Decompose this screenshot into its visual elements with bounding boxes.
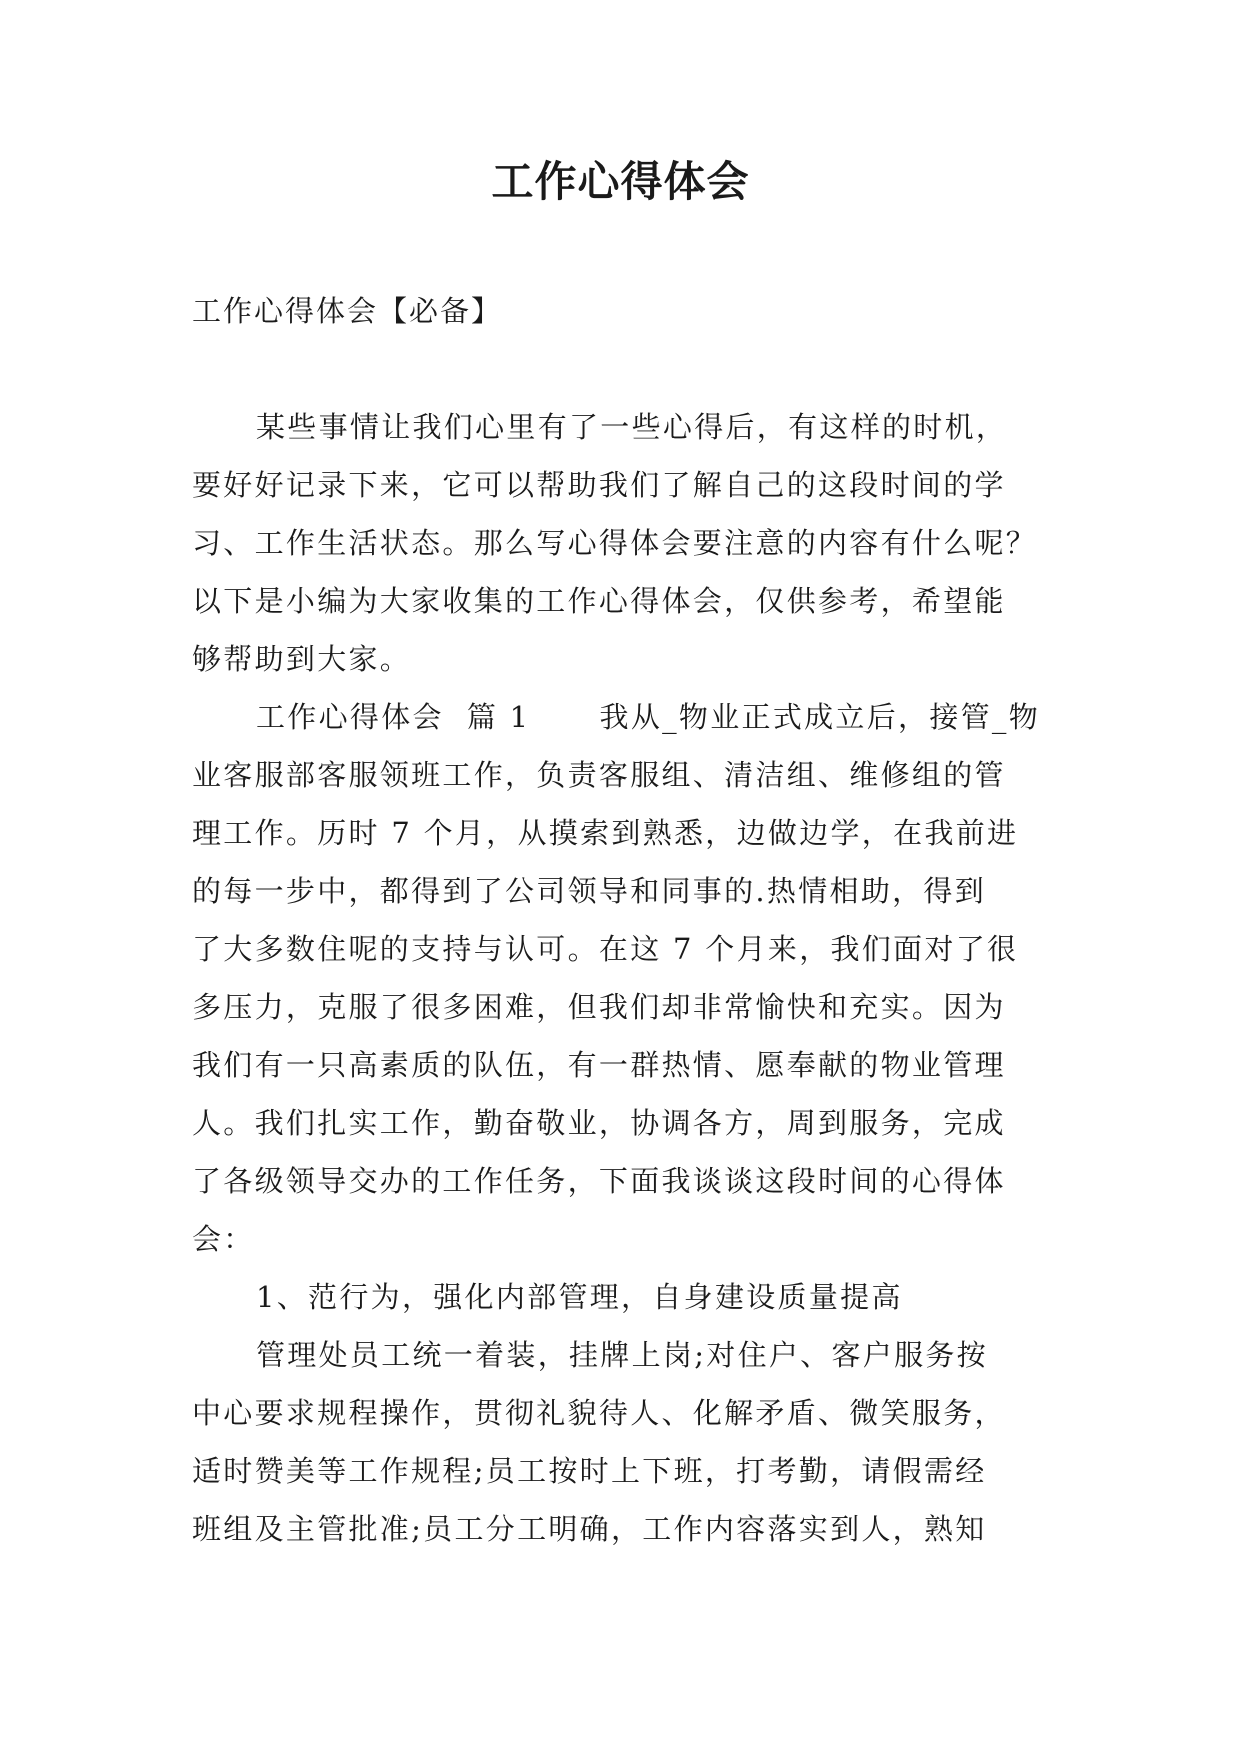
body-line: 要好好记录下来，它可以帮助我们了解自己的这段时间的学 (192, 468, 1006, 502)
body-line: 适时赞美等工作规程;员工按时上下班，打考勤，请假需经 (192, 1454, 987, 1488)
section-heading: 1、范行为，强化内部管理，自身建设质量提高 (256, 1280, 903, 1314)
body-line: 中心要求规程操作，贯彻礼貌待人、化解矛盾、微笑服务， (192, 1396, 1006, 1430)
document-subtitle: 工作心得体会【必备】 (192, 294, 503, 328)
body-line: 会： (192, 1222, 255, 1256)
body-line: 以下是小编为大家收集的工作心得体会，仅供参考，希望能 (192, 584, 1006, 618)
body-line: 人。我们扎实工作，勤奋敬业，协调各方，周到服务，完成 (192, 1106, 1006, 1140)
body-line: 够帮助到大家。 (192, 642, 412, 676)
body-line: 习、工作生活状态。那么写心得体会要注意的内容有什么呢？ (192, 526, 1038, 560)
body-line: 工作心得体会 篇 1 我从_物业正式成立后，接管_物 (256, 700, 1041, 734)
body-line: 的每一步中，都得到了公司领导和同事的.热情相助，得到 (192, 874, 987, 908)
body-line: 某些事情让我们心里有了一些心得后，有这样的时机， (256, 410, 1008, 444)
body-line: 班组及主管批准;员工分工明确，工作内容落实到人，熟知 (192, 1512, 987, 1546)
document-body (192, 398, 1072, 1558)
body-line: 理工作。历时 7 个月，从摸索到熟悉，边做边学，在我前进 (192, 816, 1019, 850)
body-line: 了各级领导交办的工作任务，下面我谈谈这段时间的心得体 (192, 1164, 1006, 1198)
body-line: 我们有一只高素质的队伍，有一群热情、愿奉献的物业管理 (192, 1048, 1006, 1082)
body-line: 多压力，克服了很多困难，但我们却非常愉快和充实。因为 (192, 990, 1006, 1024)
document-title: 工作心得体会 (491, 157, 750, 206)
body-line: 管理处员工统一着装，挂牌上岗;对住户、客户服务按 (256, 1338, 988, 1372)
body-line: 了大多数住呢的支持与认可。在这 7 个月来，我们面对了很 (192, 932, 1019, 966)
body-line: 业客服部客服领班工作，负责客服组、清洁组、维修组的管 (192, 758, 1006, 792)
